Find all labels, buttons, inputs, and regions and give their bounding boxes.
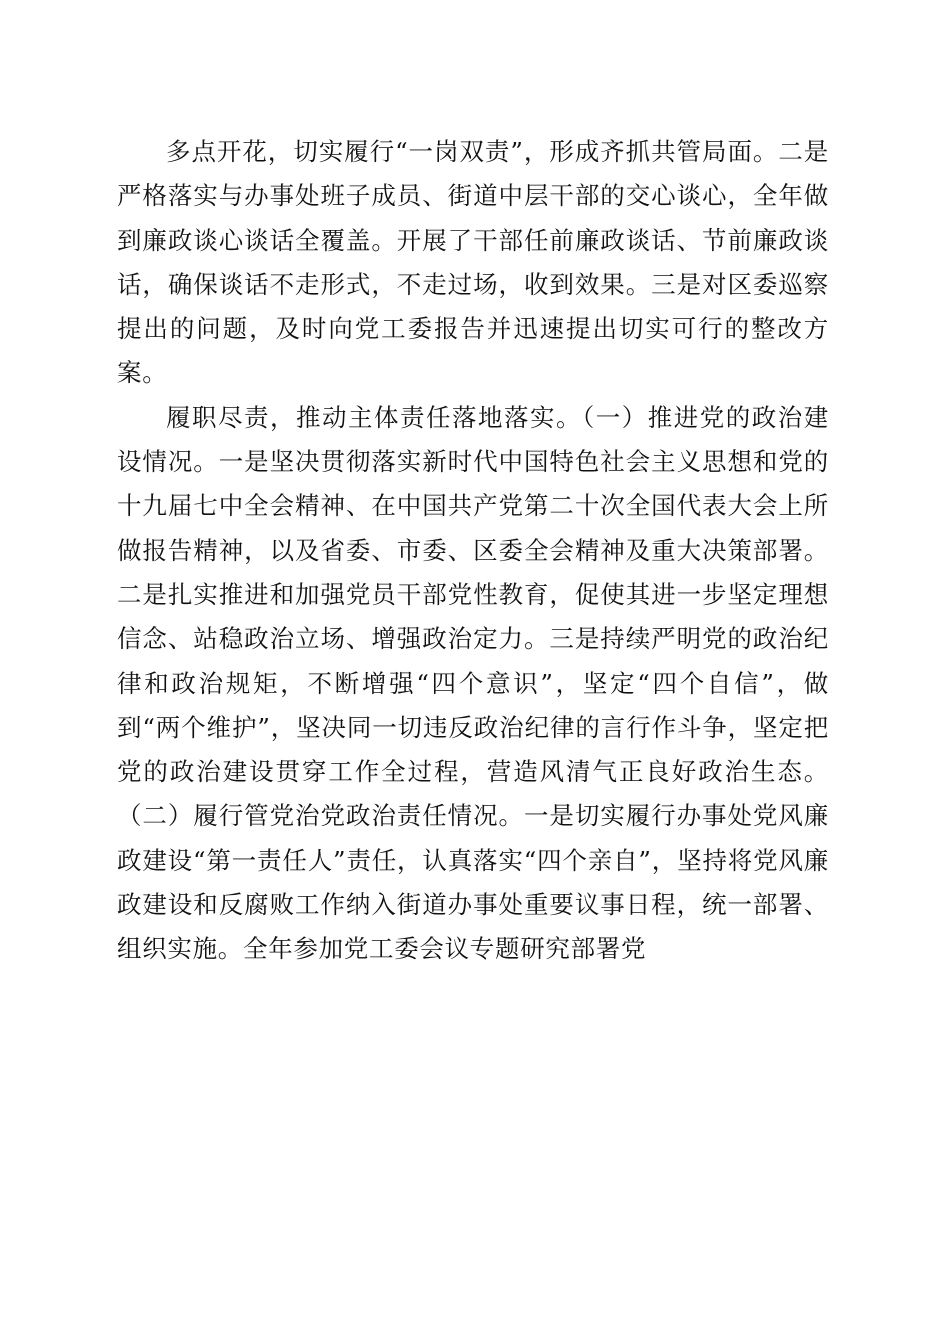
paragraph-2: 履职尽责，推动主体责任落地落实。（一）推进党的政治建设情况。一是坚决贯彻落实新时代中国特色社会主义思想和党的十九届七中全会精神、在中国共产党第二十次全国代表大会上所做报告精神，以及省委、市委、区委全会精神及重大决策部署。二是扎实推进和加强党员干部党性教育，促使其进一步坚定理想信念、站稳政治立场、增强政治定力。三是持续严明党的政治纪律和政治规矩，不断增强“四个意识”，坚定“四个自信”，做到“两个维护”，坚决同一切违反政治纪律的言行作斗争，坚定把党的政治建设贯穿工作全过程，营造风清气正良好政治生态。（二）履行管党治党政治责任情况。一是切实履行办事处党风廉政建设“第一责任人”责任，认真落实“四个亲自”，坚持将党风廉政建设和反腐败工作纳入街道办事处重要议事日程，统一部署、组织实施。全年参加党工委会议专题研究部署党 — [117, 402, 829, 964]
paragraph-1: 多点开花，切实履行“一岗双责”，形成齐抓共管局面。二是严格落实与办事处班子成员、街道中层干部的交心谈心，全年做到廉政谈心谈话全覆盖。开展了干部任前廉政谈话、节前廉政谈话，确保谈话不走形式，不走过场，收到效果。三是对区委巡察提出的问题，及时向党工委报告并迅速提出切实可行的整改方案。 — [117, 137, 829, 388]
document-body — [117, 130, 829, 972]
